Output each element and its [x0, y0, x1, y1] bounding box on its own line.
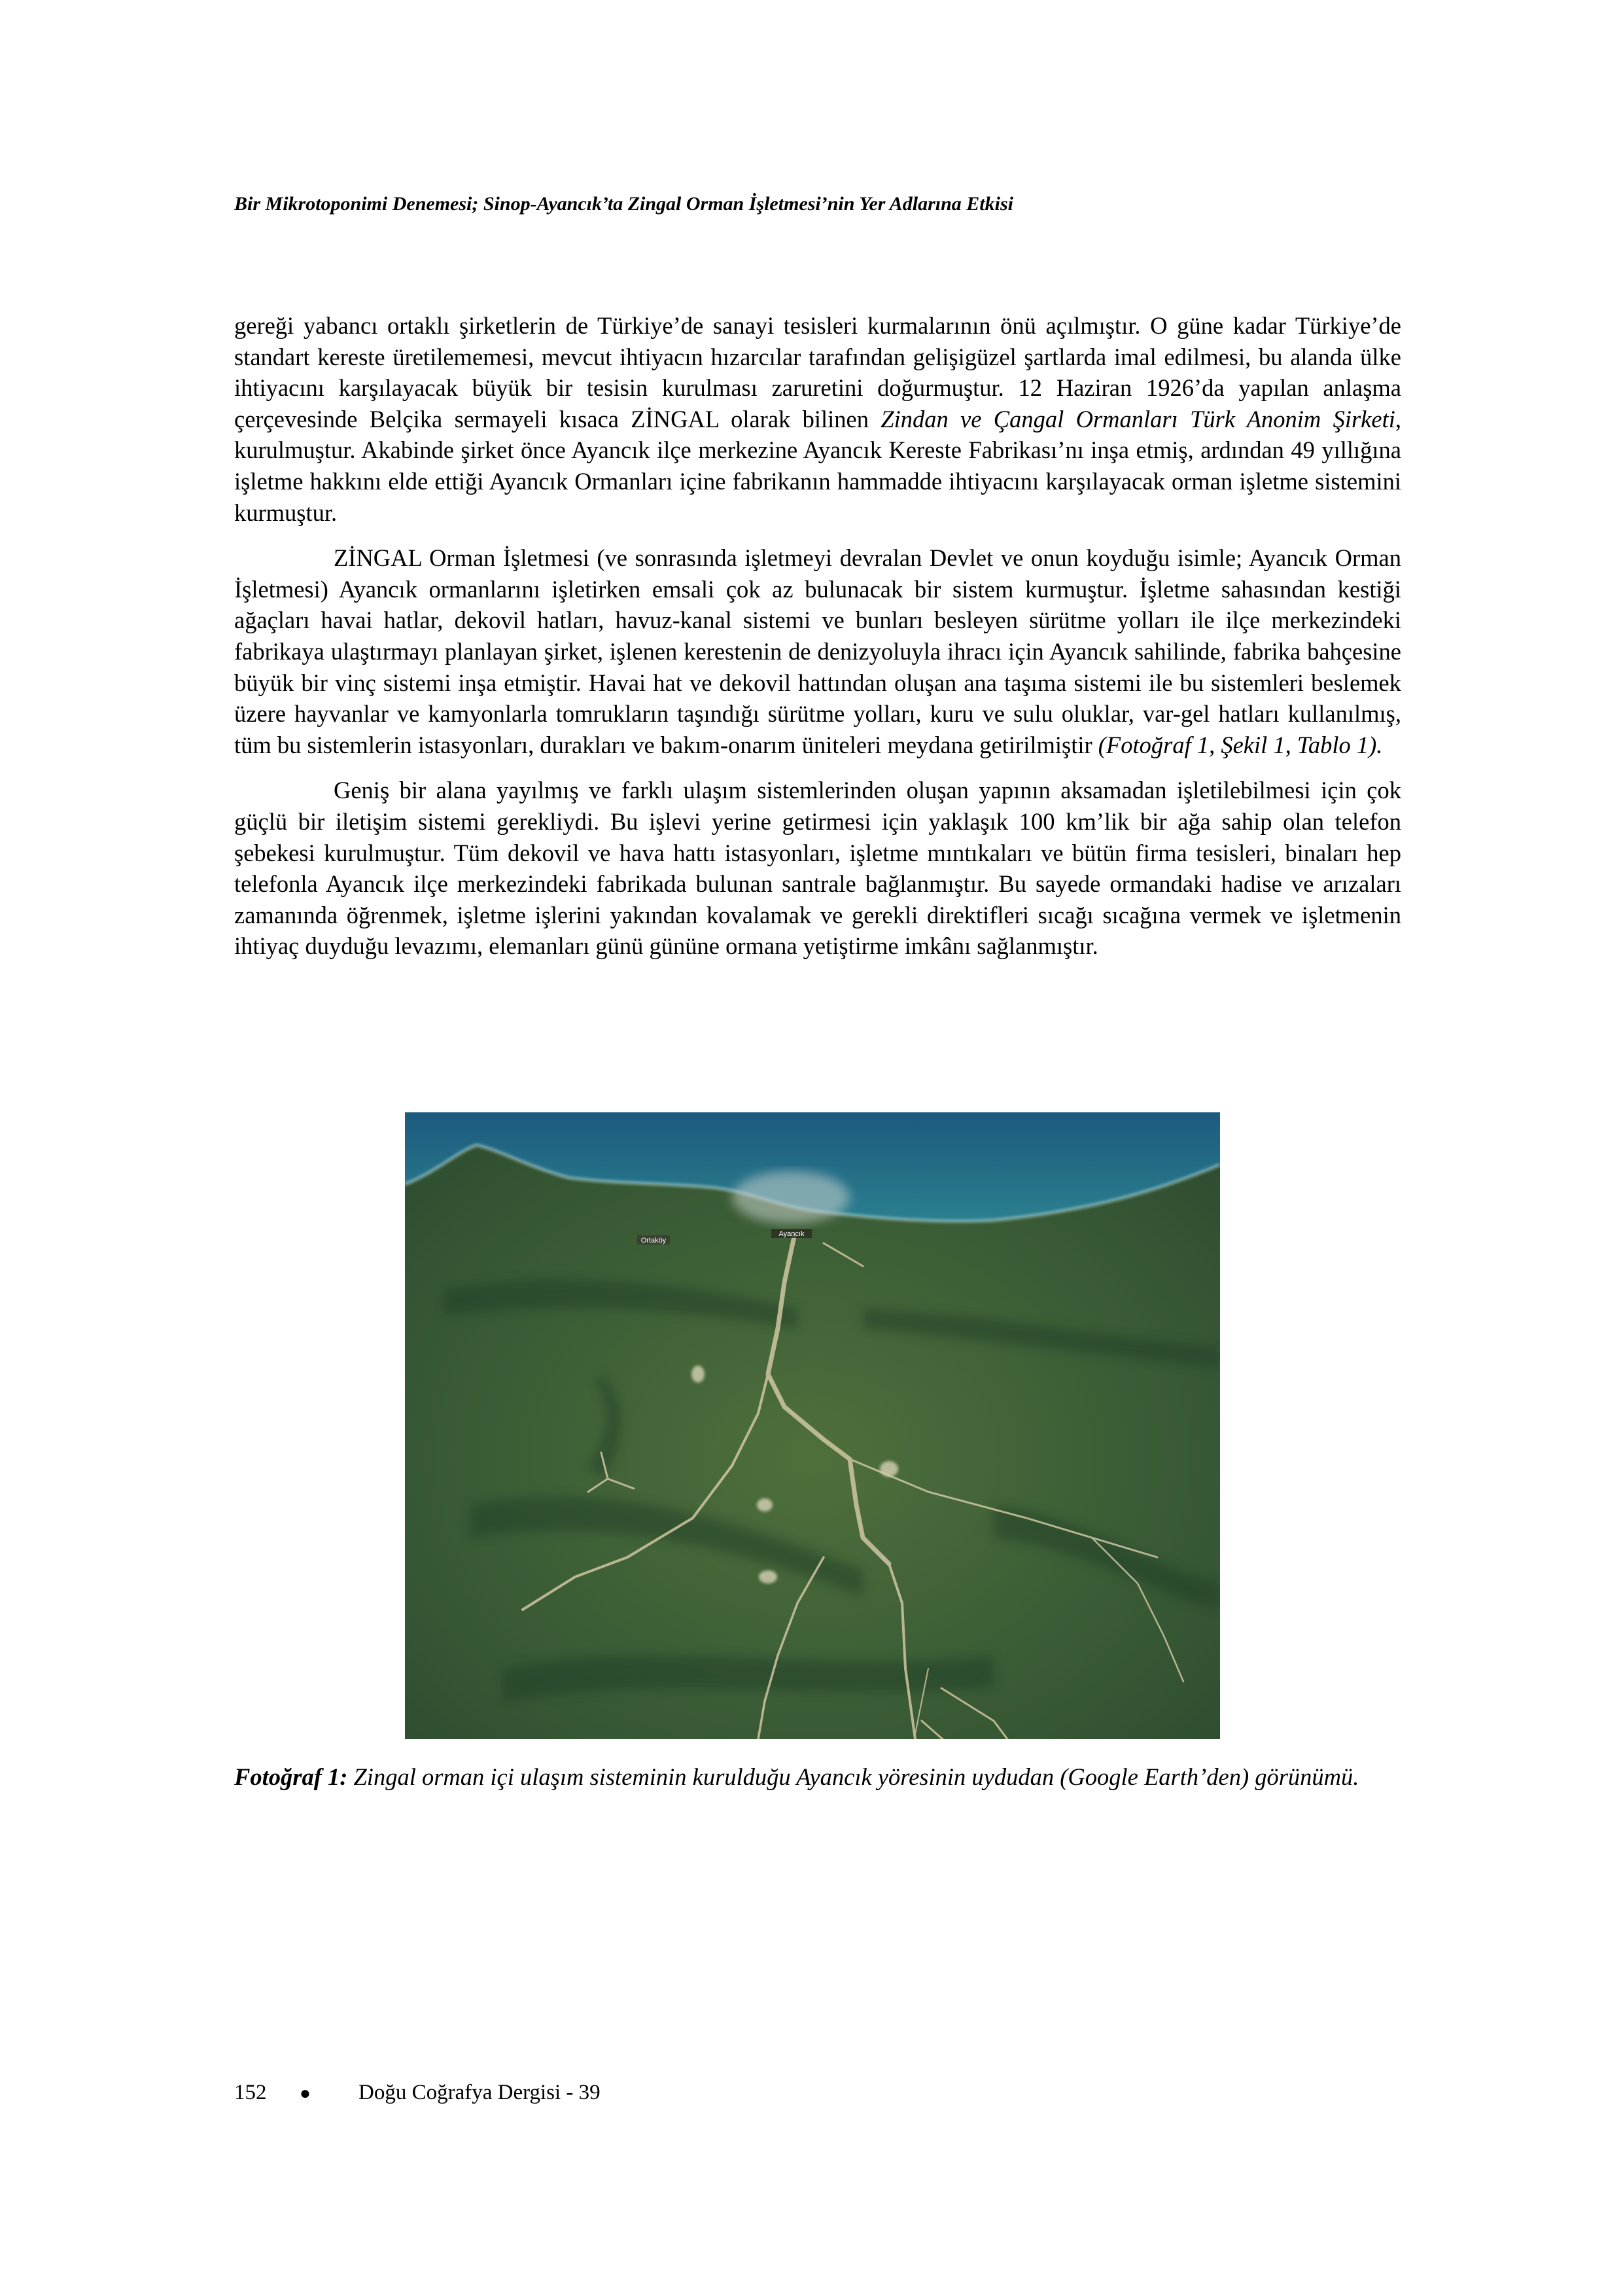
caption-label: Fotoğraf 1:: [234, 1763, 348, 1790]
satellite-image: [405, 1112, 1220, 1739]
paragraph-text: gereği yabancı ortaklı şirketlerin de Türkiye’de sanayi tesisleri kurmalarının önü açılmıştır. O güne kadar Türkiye’de standart kereste üretilememesi, mevcut ihtiyacın hızarcılar tarafından gelişigüzel şartlarda imal edilmesi, bu alanda ülke ihtiyacını karşılayacak büyük bir tesisin kurulması zaruretini doğurmuştur. 12 Haziran 1926’da yapılan anlaşma çerçevesinde Belçika sermayeli kısaca ZİNGAL olarak bilinen: [234, 312, 1401, 433]
page-number: 152: [234, 2081, 267, 2104]
map-label-ayancik: Ayancık: [778, 1230, 805, 1238]
journal-name: Doğu Coğrafya Dergisi - 39: [358, 2081, 601, 2104]
caption-text: Zingal orman içi ulaşım sisteminin kurulduğu Ayancık yöresinin uydudan (Google Earth’den) görünümü.: [347, 1763, 1359, 1790]
paragraph-text: , kurulmuştur. Akabinde şirket önce Ayancık ilçe merkezine Ayancık Kereste Fabrikası’nı inşa etmiş, ardından 49 yıllığına işletme hakkını elde ettiği Ayancık Ormanları içine fabrikanın hammadde ihtiyacını karşılayacak orman işletme sistemini kurmuştur.: [234, 405, 1401, 526]
paragraph-1: [234, 310, 1401, 528]
company-name-italic: Zindan ve Çangal Ormanları Türk Anonim Şirketi: [881, 405, 1395, 433]
page-footer: [234, 2079, 601, 2107]
running-header: Bir Mikrotoponimi Denemesi; Sinop-Ayancık’ta Zingal Orman İşletmesi’nin Yer Adlarına Etkisi: [234, 193, 1013, 215]
bullet-separator-icon: ●: [300, 2083, 311, 2104]
paragraph-text: ZİNGAL Orman İşletmesi (ve sonrasında işletmeyi devralan Devlet ve onun koyduğu isimle; Ayancık Orman İşletmesi) Ayancık ormanlarını işletirken emsali çok az bulunacak bir sistem kurmuştur. İşletme sahasından kestiği ağaçları havai hatlar, dekovil hatları, havuz-kanal sistemi ve bunları besleyen sürütme yolları ile ilçe merkezindeki fabrikaya ulaştırmayı planlayan şirket, işlenen kerestenin de denizyoluyla ihracı için Ayancık sahilinde, fabrika bahçesine büyük bir vinç sistemi inşa etmiştir. Havai hat ve dekovil hattından oluşan ana taşıma sistemi ile bu sistemleri beslemek üzere hayvanlar ve kamyonlarla tomrukların taşındığı sürütme yolları, kuru ve sulu oluklar, var-gel hatları kullanılmış, tüm bu sistemlerin istasyonları, durakları ve bakım-onarım üniteleri meydana getirilmiştir: [234, 544, 1401, 758]
paragraph-text: Geniş bir alana yayılmış ve farklı ulaşım sistemlerinden oluşan yapının aksamadan işletilebilmesi için çok güçlü bir iletişim sistemi gerekliydi. Bu işlevi yerine getirmesi için yaklaşık 100 km’lik bir ağa sahip olan telefon şebekesi kurulmuştur. Tüm dekovil ve hava hattı istasyonları, işletme mıntıkaları ve bütün firma tesisleri, binaları hep telefonla Ayancık ilçe merkezindeki fabrikada bulunan santrale bağlanmıştır. Bu sayede ormandaki hadise ve arızaları zamanında öğrenmek, işletme işlerini yakından kovalamak ve gerekli direktifleri sıcağı sıcağına vermek ve işletmenin ihtiyaç duyduğu levazımı, elemanları günü gününe ormana yetiştirme imkânı sağlanmıştır.: [234, 777, 1401, 960]
paragraph-2: [234, 542, 1401, 760]
satellite-photo: [405, 1112, 1220, 1739]
map-label-ortakoy: Ortaköy: [640, 1237, 667, 1245]
figure-reference: (Fotoğraf 1, Şekil 1, Tablo 1).: [1098, 731, 1383, 758]
paragraph-3: [234, 775, 1401, 962]
figure-caption: [234, 1761, 1401, 1793]
cloud-patch: [732, 1171, 850, 1224]
body-text: [234, 310, 1401, 962]
